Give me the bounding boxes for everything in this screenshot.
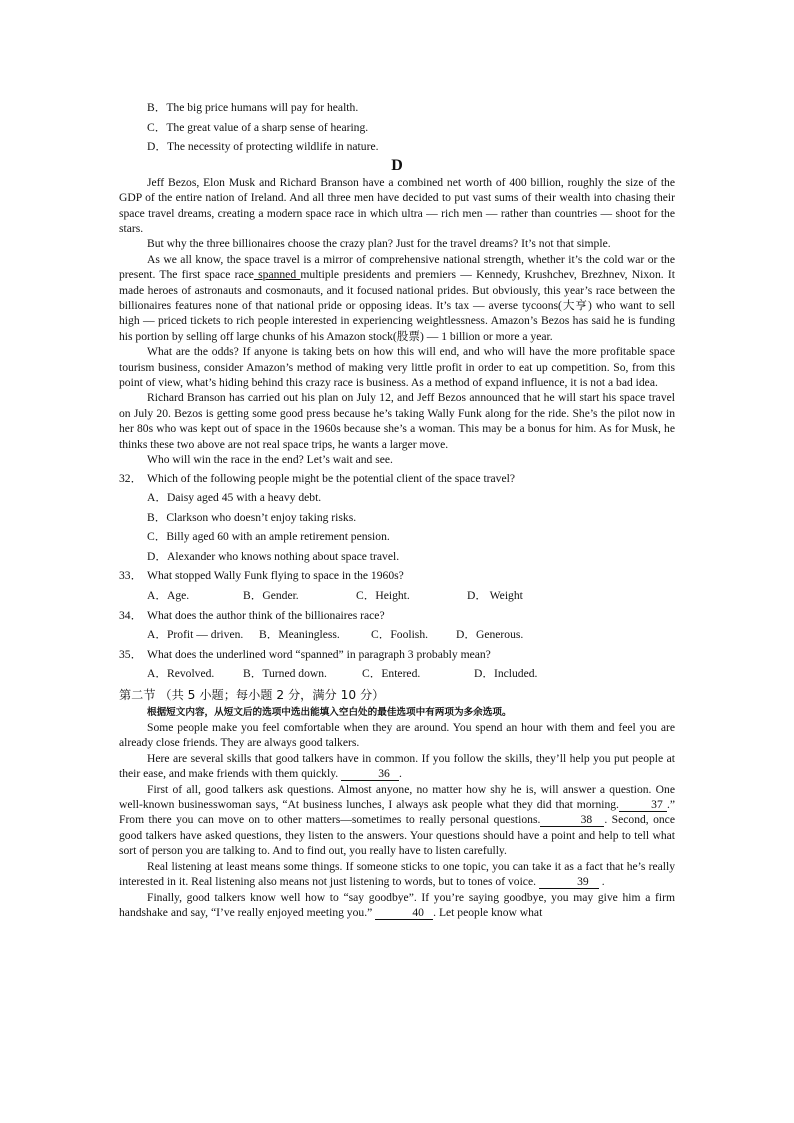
option-a: A．Revolved.	[147, 667, 215, 681]
question-number: 32．	[119, 471, 143, 485]
option-c: C．Height.	[356, 589, 410, 603]
option-d: D．Included.	[474, 667, 538, 681]
passage-paragraph-4: What are the odds? If anyone is taking bets on how this will end, and who will have the more profitable space tourism business, consider Amazon’s method of making very little profit in order to eat up competition. So, from this point of view, what’s hiding behind this crazy race is business. As a method of expand influence, it is not a bad idea.	[119, 345, 675, 390]
option-b: B．Gender.	[243, 589, 299, 603]
question-text: Which of the following people might be the potential client of the space travel?	[147, 471, 515, 485]
paragraph-3-rest: multiple presidents and premiers — Kennedy, Krushchev, Brezhnev, Nixon. It made heroes of astronauts and cosmonauts, and it focused national prides. But obviously, this year’s race between the billionaires features none of that national pride or opposing ideas. It’s tax — averse tycoons(大亨) who want to sell high — priced tickets to rich people interested in experiencing weightlessness. Amazon’s Bezos has said he is funding his portion by selling off large chunks of his Amazon stock(股票) — 1 billion or more a year.	[119, 268, 675, 343]
option-b: B．Turned down.	[243, 667, 327, 681]
question-number: 35．	[119, 647, 143, 661]
question-34	[119, 606, 675, 645]
passage-paragraph-3	[119, 252, 675, 344]
passage-paragraph-5: Richard Branson has carried out his plan on July 12, and Jeff Bezos announced that he will start his space travel on July 20. Bezos is getting some good press because he’s taking Wally Funk along for the ride. She’s the pilot now in her 80s who was kept out of space in the 1960s because she’s a woman. This may be a bonus for him. As for Musk, he thinks these two above are not real space trips, he wants a larger move.	[119, 391, 675, 451]
question-text: What does the underlined word “spanned” in paragraph 3 probably mean?	[147, 647, 491, 661]
question-33	[119, 566, 675, 605]
paragraph-text: Here are several skills that good talkers have in common. If you follow the skills, they’ll help you put people at their ease, and make friends with them quickly.	[119, 751, 675, 781]
paragraph-text: First of all, good talkers ask questions. Almost anyone, no matter how shy he is, will answer a question. One well-known businesswoman says, “At business lunches, I always ask people what they did that morning.	[119, 782, 675, 812]
answer-blank-39[interactable]: 39	[539, 875, 599, 889]
answer-blank-40[interactable]: 40	[375, 906, 433, 920]
option-d: D．Generous.	[456, 628, 524, 642]
answer-blank-36[interactable]: 36	[341, 767, 399, 781]
option-d: D．Alexander who knows nothing about space travel.	[147, 549, 400, 563]
passage-paragraph-1: Jeff Bezos, Elon Musk and Richard Branson have a combined net worth of 400 billion, roughly the size of the GDP of the entire nation of Ireland. And all three men have decided to put vast sums of their wealth into chasing their space travel dreams, creating a modern space race in which ultra — rich men — rather than countries — shoot for the stars.	[119, 175, 675, 235]
prev-option-d: D．The necessity of protecting wildlife in nature.	[147, 140, 379, 154]
option-a: A．Profit — driven.	[147, 628, 244, 642]
question-35	[119, 645, 675, 684]
paragraph-text: Real listening at least means some things. If someone sticks to one topic, you can take it as a fact that he’s really interested in it. Real listening also means not just listening to words, but to tones of voice.	[119, 859, 675, 889]
question-text: What does the author think of the billionaires race?	[147, 608, 385, 622]
prev-option-b: B．The big price humans will pay for health.	[147, 101, 359, 114]
passage-paragraph-6: Who will win the race in the end? Let’s wait and see.	[147, 453, 393, 467]
paragraph-text: . Second, once good talkers have asked questions, they listen to the answers. Your questions should have a point and help to tell what sort of person you are talking to. And to find out, you really have to listen carefully.	[119, 813, 675, 858]
prev-option-c: C．The great value of a sharp sense of hearing.	[147, 120, 369, 134]
option-a: A．Daisy aged 45 with a heavy debt.	[147, 491, 322, 505]
question-32	[119, 469, 675, 567]
answer-blank-38[interactable]: 38	[540, 813, 604, 827]
paragraph-text: Finally, good talkers know well how to “say goodbye”. If you’re saying goodbye, you may give him a firm handshake and say, “I’ve really enjoyed meeting you.”	[119, 890, 675, 919]
passage-paragraph-2: But why the three billionaires choose the crazy plan? Just for the travel dreams? It’s not that simple.	[147, 237, 611, 251]
paragraph-text: .” From there you can move on to other matters—sometimes to really personal questions.	[119, 798, 675, 827]
cloze-paragraph-3	[119, 782, 675, 859]
paragraph-text: . Let people know what	[433, 905, 543, 919]
option-c: C．Billy aged 60 with an ample retirement pension.	[147, 530, 390, 544]
passage-title: D	[391, 156, 403, 174]
question-number: 34．	[119, 608, 143, 622]
option-d: D． Weight	[467, 589, 523, 603]
option-c: C．Foolish.	[371, 628, 429, 642]
paragraph-3-start: As we all know, the space travel is a mirror of comprehensive national strength, whether it’s the cold war or the present. The first space race	[119, 252, 675, 282]
underlined-word-spanned: spanned	[253, 268, 301, 282]
cloze-paragraph-5	[119, 890, 675, 921]
cloze-paragraph-4: Real listening at least means some things. If someone sticks to one topic, you can take it as a fact that he’s really interested in it. Real listening also means not just listening to words, but to tones of voice. 39 .	[119, 859, 675, 889]
exam-page	[119, 98, 675, 920]
section-instruction: 根据短文内容，从短文后的选项中选出能填入空白处的最佳选项中有两项为多余选项。	[147, 707, 512, 719]
question-text: What stopped Wally Funk flying to space in the 1960s?	[147, 569, 404, 583]
option-b: B．Meaningless.	[259, 628, 340, 642]
answer-blank-37[interactable]: 37	[619, 798, 667, 812]
option-c: C．Entered.	[362, 667, 421, 681]
question-number: 33．	[119, 569, 143, 583]
cloze-paragraph-2: Here are several skills that good talkers have in common. If you follow the skills, they’ll help you put people at their ease, and make friends with them quickly. 36 .	[119, 751, 675, 781]
option-a: A．Age.	[147, 589, 190, 603]
section-heading: 第二节 （共 5 小题；每小题 2 分，满分 10 分）	[119, 688, 385, 703]
cloze-paragraph-1: Some people make you feel comfortable when they are around. You spend an hour with them and feel you are already close friends. They are always good talkers.	[119, 721, 675, 750]
option-b: B．Clarkson who doesn’t enjoy taking risks.	[147, 510, 357, 524]
